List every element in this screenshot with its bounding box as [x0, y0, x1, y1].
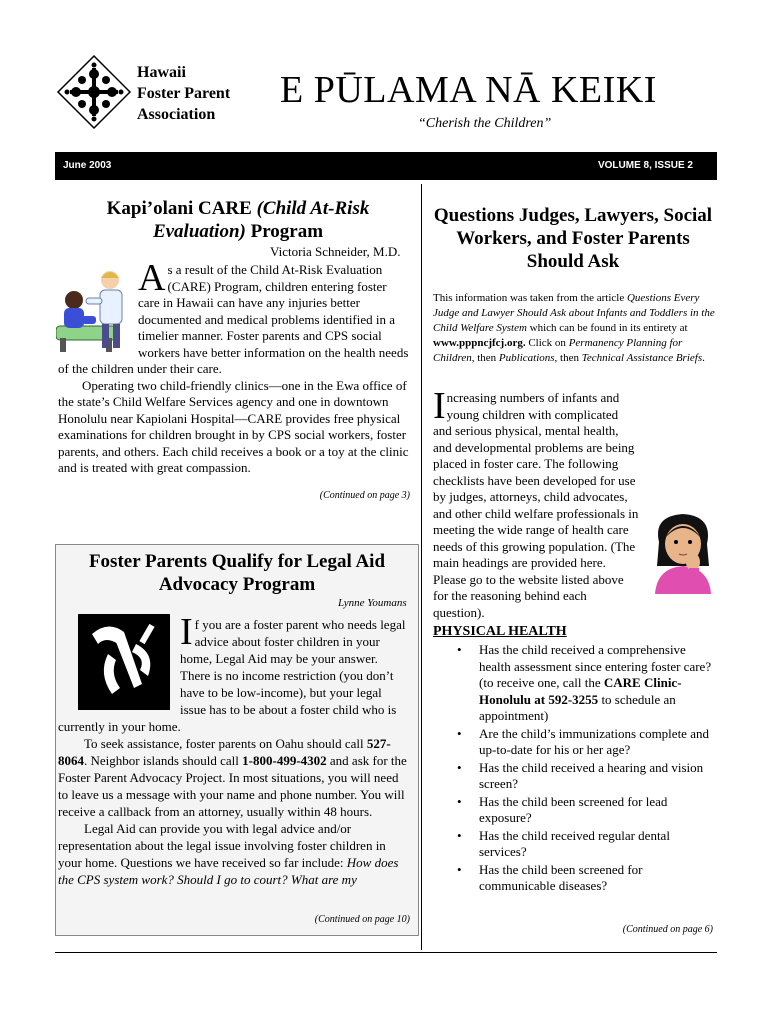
list-item: • Are the child’s immunizations complete and up-to-date for his or her age?	[433, 726, 713, 759]
issue-volume: VOLUME 8, ISSUE 2	[597, 160, 693, 171]
article2-para	[58, 735, 410, 820]
text: .	[702, 352, 705, 364]
care-clinic-phone: CARE Clinic-Honolulu at 592-3255	[479, 675, 682, 707]
website-url: www.pppncjfcj.org.	[433, 337, 526, 349]
drop-cap: I	[180, 611, 193, 653]
article1-para: Operating two child-friendly clinics—one in the Ewa office of the state’s Child Welfare Services agency and one in downtown Honolulu near Kapiolani Hospital—CARE provides free physical examinations for children brought in by CPS social workers, foster parents, and others. Each child receives a book or a toy at the clinic and is treated with great compassion.	[58, 377, 409, 475]
article1-para: s a result of the Child At-Risk Evaluation (CARE) Program, children entering foster care in Hawaii can have any injuries better documented and medical problems identified in a timelier manner. Foster parents and CPS social workers have better information on the health needs of the children under their care.	[58, 262, 409, 376]
list-item	[433, 642, 713, 725]
physical-health-checklist	[433, 642, 713, 896]
text: , then	[554, 352, 582, 364]
text-italic: Questions Every Judge and Lawyer Should Ask about Infants and Toddlers in the Child Welfare System	[433, 292, 715, 334]
article3-title: Questions Judges, Lawyers, Social Workers, and Foster Parents Should Ask	[433, 205, 713, 272]
article3-para: ncreasing numbers of infants and young children with complicated and serious physical, mental health, and developmental problems are being placed in foster care. The following checklists have been developed for use by judges, attorneys, child advocates, and other child welfare professionals in meeting the wide range of health care needs of this growing population. (The main headings are provided here. Please go to the website listed above for the reasoning behind each question).	[433, 390, 639, 620]
text: to schedule an appointment)	[479, 691, 676, 723]
org-line: Hawaii	[137, 64, 186, 81]
article1-byline: Victoria Schneider, M.D.	[270, 244, 401, 259]
article2-body	[58, 611, 410, 888]
list-item: • Has the child been screened for lead exposure?	[433, 794, 713, 827]
continued-note: (Continued on page 6)	[622, 924, 713, 935]
article1-title	[58, 197, 418, 243]
issue-date: June 2003	[63, 160, 112, 171]
doctor-child-illustration-icon	[56, 268, 132, 352]
title-text: Program	[245, 221, 324, 242]
text-italic: Publications	[498, 352, 555, 364]
org-line: Foster Parent	[137, 85, 231, 102]
hfpa-logo-icon	[56, 54, 132, 130]
title-text: Kapi’olani CARE	[106, 198, 257, 219]
legal-aid-logo-icon	[78, 614, 170, 710]
text-italic: How does the CPS system work? Should I go to court? What are my	[58, 855, 399, 887]
article2-para: f you are a foster parent who needs legal advice about foster children in your home, Legal Aid may be your answer. There is no income restriction (you don’t have to be low-income), but your legal issue has to be about a foster child who is currently in your home.	[58, 617, 406, 734]
text: This information was taken from the article	[433, 292, 627, 304]
text: Click on	[525, 337, 569, 349]
tagline: “Cherish the Children”	[418, 116, 552, 131]
article2-title: Foster Parents Qualify for Legal Aid Advocacy Program	[88, 551, 386, 595]
article3-body	[433, 385, 717, 621]
phone-neighbor-islands: 1-800-499-4302	[242, 753, 327, 768]
org-name	[137, 62, 230, 125]
drop-cap: A	[138, 257, 166, 299]
org-line: Association	[137, 106, 216, 123]
list-item: • Has the child received a hearing and vision screen?	[433, 760, 713, 793]
text-italic: Permanency Planning for Children	[433, 337, 683, 364]
article2-byline: Lynne Youmans	[338, 597, 407, 609]
text: Legal Aid can provide you with legal advice and/or representation about the legal issue involving foster children in your home. Questions we have received so far include:	[58, 821, 386, 870]
text: which can be found in its entirety at	[526, 322, 688, 334]
text: , then	[471, 352, 499, 364]
issue-band	[55, 152, 717, 180]
column-divider	[421, 184, 422, 950]
bottom-rule	[55, 952, 717, 953]
title-italic: (Child At-Risk Evaluation)	[152, 198, 370, 242]
section-heading-physical-health: PHYSICAL HEALTH	[433, 624, 567, 639]
thinking-girl-illustration-icon	[643, 508, 723, 594]
list-item: • Has the child been screened for communicable diseases?	[433, 862, 713, 895]
continued-note: (Continued on page 3)	[319, 490, 410, 501]
text-italic: Technical Assistance Briefs	[581, 352, 703, 364]
text: Has the child received a comprehensive health assessment since entering foster care? (to receive one, call the	[479, 642, 712, 690]
continued-note: (Continued on page 10)	[314, 914, 410, 925]
text: . Neighbor islands should call	[84, 753, 243, 768]
text: and ask for the Foster Parent Advocacy Project. In most situations, you will need to leave us a message with your name and phone number. You will receive a callback from an attorney, usually within 48 hours.	[58, 753, 407, 819]
article3-intro	[433, 291, 715, 366]
phone-oahu: 527-8064	[58, 736, 391, 768]
text: To seek assistance, foster parents on Oahu should call	[84, 736, 367, 751]
article2-para	[58, 820, 410, 888]
drop-cap: I	[433, 385, 446, 427]
article1-body	[58, 257, 410, 477]
newsletter-title: E PŪLAMA NĀ KEIKI	[280, 69, 657, 111]
list-item: • Has the child received regular dental services?	[433, 828, 713, 861]
